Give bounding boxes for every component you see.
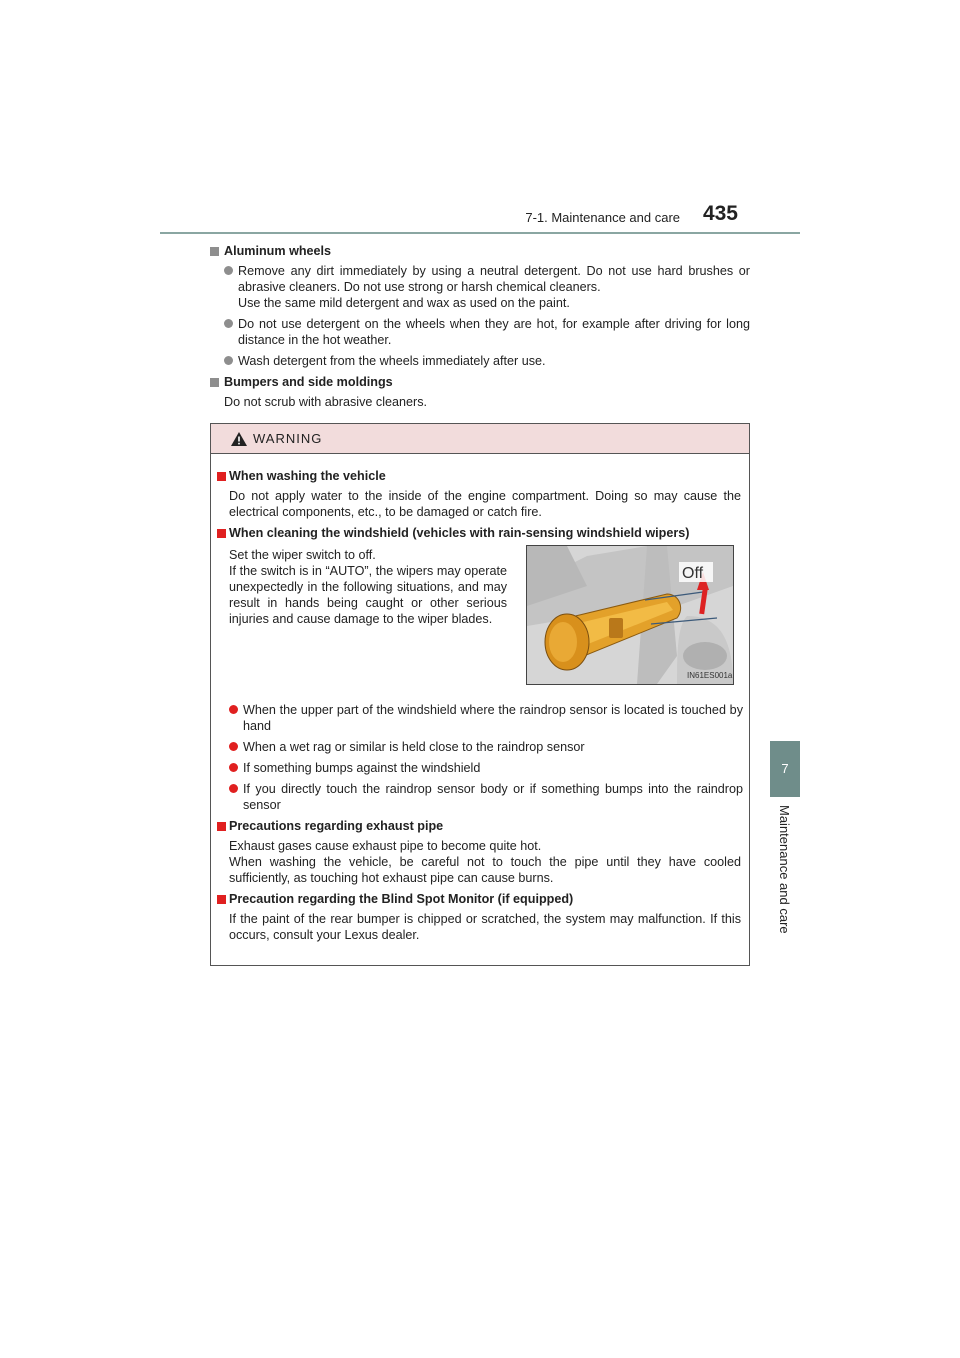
exhaust-text [211,838,749,886]
aluminum-bullet-3-text: Wash detergent from the wheels immediately after use. [238,354,546,368]
figure-code: IN61ES001a [687,671,733,680]
page-number: 435 [702,202,738,225]
off-label: Off [682,565,704,582]
round-bullet-icon [229,784,238,793]
windshield-bullet-3-text: If something bumps against the windshield [243,761,481,775]
warning-header [211,424,749,454]
blindspot-heading-text: Precaution regarding the Blind Spot Monitor (if equipped) [229,892,574,906]
windshield-bullet-2-text: When a wet rag or similar is held close to the raindrop sensor [243,740,585,754]
round-bullet-icon [224,319,233,328]
blindspot-heading [211,891,749,907]
square-bullet-icon [210,378,219,387]
washing-text: Do not apply water to the inside of the engine compartment. Doing so may cause the electrical components, etc., to be damaged or catch fire. [229,489,741,519]
round-bullet-icon [224,356,233,365]
square-bullet-icon [217,472,226,481]
warning-box [210,423,750,966]
washing-heading [211,468,749,484]
square-bullet-icon [210,247,219,256]
aluminum-heading [210,243,750,259]
round-bullet-icon [229,705,238,714]
bumpers-heading-text: Bumpers and side moldings [224,375,393,389]
exhaust-line-1: Exhaust gases cause exhaust pipe to become quite hot. [229,839,542,853]
aluminum-heading-text: Aluminum wheels [224,244,332,258]
windshield-bullet-1 [211,702,749,734]
aluminum-bullet-2-text: Do not use detergent on the wheels when they are hot, for example after driving for long distance in the hot weather. [238,317,750,347]
wiper-line-2: If the switch is in “AUTO”, the wipers may operate unexpectedly in the following situations, and may result in hands being caught or other serious injuries and cause damage to the wiper blades. [229,564,507,626]
bumpers-heading [210,374,750,390]
bumpers-text: Do not scrub with abrasive cleaners. [224,395,427,409]
aluminum-bullet-1-extra: Use the same mild detergent and wax as used on the paint. [238,296,570,310]
round-bullet-icon [229,763,238,772]
aluminum-bullet-3 [210,353,750,369]
windshield-bullet-4 [211,781,749,813]
windshield-heading [211,525,749,541]
aluminum-bullet-1 [210,263,750,311]
wiper-switch-icon [527,546,733,684]
page-header [160,200,800,232]
washing-heading-text: When washing the vehicle [229,469,386,483]
windshield-bullet-3 [211,760,749,776]
square-bullet-icon [217,822,226,831]
warning-triangle-icon [231,432,247,446]
exhaust-heading-text: Precautions regarding exhaust pipe [229,819,444,833]
aluminum-bullet-2 [210,316,750,348]
windshield-bullet-4-text: If you directly touch the raindrop sensor body or if something bumps into the raindrop sensor [243,782,743,812]
windshield-bullet-2 [211,739,749,755]
exhaust-heading [211,818,749,834]
chapter-tab: 7 [770,741,800,797]
section-title: 7-1. Maintenance and care [525,210,680,225]
wiper-switch-illustration [526,545,734,685]
blindspot-text: If the paint of the rear bumper is chipped or scratched, the system may malfunction. If this occurs, consult your Lexus dealer. [229,912,741,942]
wiper-instructions [229,547,507,627]
aluminum-bullet-1-text: Remove any dirt immediately by using a neutral detergent. Do not use hard brushes or abrasive cleaners. Do not use strong or harsh chemical cleaners. [238,264,750,294]
exhaust-line-2: When washing the vehicle, be careful not to touch the pipe until they have cooled sufficiently, as touching hot exhaust pipe can cause burns. [229,855,741,885]
chapter-label [777,805,805,955]
wiper-line-1: Set the wiper switch to off. [229,548,376,562]
chapter-label-text: Maintenance and care [777,805,792,934]
square-bullet-icon [217,529,226,538]
wiper-section [211,545,749,697]
windshield-heading-text: When cleaning the windshield (vehicles with rain-sensing windshield wipers) [229,526,690,540]
header-rule [160,232,800,234]
round-bullet-icon [229,742,238,751]
main-content [210,243,750,415]
windshield-bullet-1-text: When the upper part of the windshield where the raindrop sensor is located is touched by hand [243,703,743,733]
round-bullet-icon [224,266,233,275]
square-bullet-icon [217,895,226,904]
warning-title: WARNING [253,431,323,446]
warning-body [211,468,749,948]
